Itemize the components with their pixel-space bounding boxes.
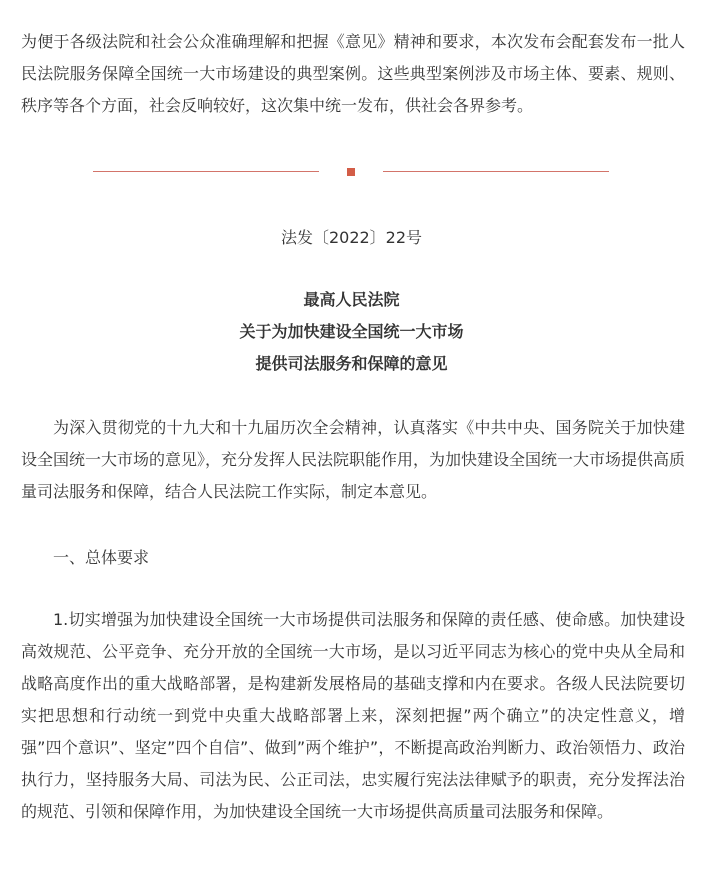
divider-line-right — [383, 171, 609, 172]
intro-paragraph: 为便于各级法院和社会公众准确理解和把握《意见》精神和要求，本次发布会配套发布一批人民法院服务保障全国统一大市场建设的典型案例。这些典型案例涉及市场主体、要素、规则、秩序等各个方面，社会反响较好，这次集中统一发布，供社会各界参考。 — [21, 32, 685, 115]
document-title-line-2: 关于为加快建设全国统一大市场 — [239, 322, 464, 341]
divider-line-left — [93, 171, 319, 172]
article-1-paragraph: 1.切实增强为加快建设全国统一大市场提供司法服务和保障的责任感、使命感。加快建设高效规范、公平竞争、充分开放的全国统一大市场，是以习近平同志为核心的党中央从全局和战略高度作出的重大战略部署，是构建新发展格局的基础支撑和内在要求。各级人民法院要切实把思想和行动统一到党中央重大战略部署上来，深刻把握”两个确立”的决定性意义，增强”四个意识”、坚定”四个自信”、做到”两个维护”，不断提高政治判断力、政治领悟力、政治执行力，坚持服务大局、司法为民、公正司法，忠实履行宪法法律赋予的职责，充分发挥法治的规范、引领和保障作用，为加快建设全国统一大市场提供高质量司法服务和保障。 — [21, 610, 685, 821]
section-divider — [93, 168, 609, 176]
preamble-paragraph: 为深入贯彻党的十九大和十九届历次全会精神，认真落实《中共中央、国务院关于加快建设全国统一大市场的意见》，充分发挥人民法院职能作用，为加快建设全国统一大市场提供高质量司法服务和保障，结合人民法院工作实际，制定本意见。 — [21, 418, 686, 501]
document-number: 法发〔2022〕22号 — [280, 228, 423, 247]
document-title-line-1: 最高人民法院 — [303, 290, 400, 309]
section-heading: 一、总体要求 — [53, 548, 150, 567]
document-title-line-3: 提供司法服务和保障的意见 — [255, 354, 448, 373]
divider-square-ornament — [347, 168, 355, 176]
